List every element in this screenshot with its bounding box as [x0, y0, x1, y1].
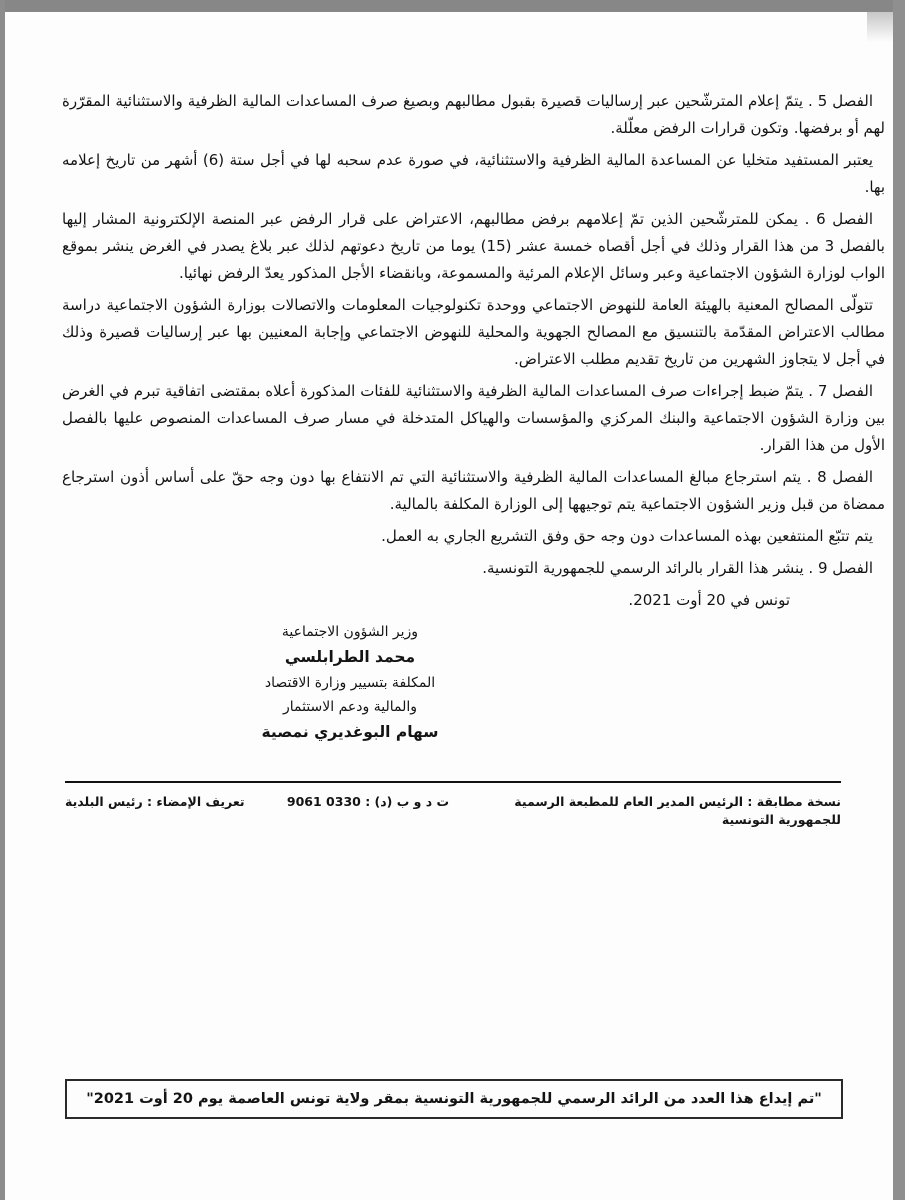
deposit-notice-box [65, 1079, 843, 1119]
finance-minister-name: سهام البوغديري نمصية [261, 723, 439, 741]
footer-divider [65, 781, 841, 783]
finance-minister-title-line2: والمالية ودعم الاستثمار [282, 699, 417, 715]
signature-legalization-note: تعريف الإمضاء : رئيس البلدية [65, 794, 245, 809]
article-8-paragraph-1: الفصل 8 . يتم استرجاع مبالغ المساعدات المالية الظرفية والاستثنائية التي تم الانتفاع بها دون وجه حقّ على أساس أذون استرجاع ممضاة من قبل وزير الشؤون الاجتماعية يتم توجيهها إلى الوزارة المكلفة بالمالية. [62, 468, 885, 513]
scan-border-top [0, 0, 905, 12]
deposit-notice-text: "تم إيداع هذا العدد من الرائد الرسمي للجمهورية التونسية بمقر ولاية تونس العاصمة يوم 20 أوت 2021" [86, 1091, 822, 1107]
article-7-paragraph: الفصل 7 . يتمّ ضبط إجراءات صرف المساعدات المالية الظرفية والاستثنائية للفئات المذكورة أعلاه بمقتضى اتفاقية تبرم في الغرض بين وزارة الشؤون الاجتماعية والبنك المركزي والمؤسسات والهياكل المتدخلة في مسار صرف المساعدات المنصوص عليها بالفصل الأول من هذا القرار. [62, 382, 885, 454]
article-5-paragraph-1: الفصل 5 . يتمّ إعلام المترشّحين عبر إرساليات قصيرة بقبول مطالبهم وبصيغ صرف المساعدات المالية الظرفية والاستثنائية المقرّرة لهم أو برفضها. وتكون قرارات الرفض معلّلة. [62, 92, 885, 137]
article-5-paragraph-2: يعتبر المستفيد متخليا عن المساعدة المالية الظرفية والاستثنائية، في صورة عدم سحبه لها في أجل ستة (6) أشهر من تاريخ إعلامه بها. [62, 151, 885, 196]
scan-border-right [893, 0, 905, 1200]
decree-body [62, 88, 885, 746]
scan-border-corner-shade [867, 12, 893, 42]
certified-copy-note: نسخة مطابقة : الرئيس المدير العام للمطبعة الرسمية للجمهورية التونسية [514, 794, 841, 827]
article-6-paragraph-2: تتولّى المصالح المعنية بالهيئة العامة للنهوض الاجتماعي ووحدة تكنولوجيات المعلومات والاتصالات بوزارة الشؤون الاجتماعية دراسة مطالب الاعتراض المقدّمة بالتنسيق مع المصالح الجهوية والمحلية للنهوض الاجتماعي وإجابة المعنيين بها عبر إرساليات قصيرة وذلك في أجل لا يتجاوز الشهرين من تاريخ تقديم مطلب الاعتراض. [62, 296, 885, 368]
finance-minister-title-line1: المكلفة بتسيير وزارة الاقتصاد [264, 675, 436, 691]
article-9-paragraph: الفصل 9 . ينشر هذا القرار بالرائد الرسمي للجمهورية التونسية. [482, 559, 873, 577]
footer [65, 793, 841, 829]
scan-border-left [0, 0, 5, 1200]
signature-block [185, 620, 515, 746]
article-8-paragraph-2: يتم تتبّع المنتفعين بهذه المساعدات دون وجه حق وفق التشريع الجاري به العمل. [381, 527, 873, 545]
minister-name: محمد الطرابلسي [284, 648, 416, 666]
article-6-paragraph-1: الفصل 6 . يمكن للمترشّحين الذين تمّ إعلامهم برفض مطالبهم، الاعتراض على قرار الرفض عبر المنصة الإلكترونية المشار إليها بالفصل 3 من هذا القرار وذلك في أجل أقصاه خمسة عشر (15) يوما من تاريخ دعوتهم لذلك عبر بلاغ يصدر في الغرض ينشر بموقع الواب لوزارة الشؤون الاجتماعية وعبر وسائل الإعلام المرئية والمسموعة، وبانقضاء الأجل المذكور يعدّ الرفض نهائيا. [62, 210, 885, 282]
dateline: تونس في 20 أوت 2021. [628, 591, 790, 609]
issn-note: ت د و ب (د) : 0330 9061 [286, 794, 450, 809]
minister-title: وزير الشؤون الاجتماعية [281, 624, 419, 640]
